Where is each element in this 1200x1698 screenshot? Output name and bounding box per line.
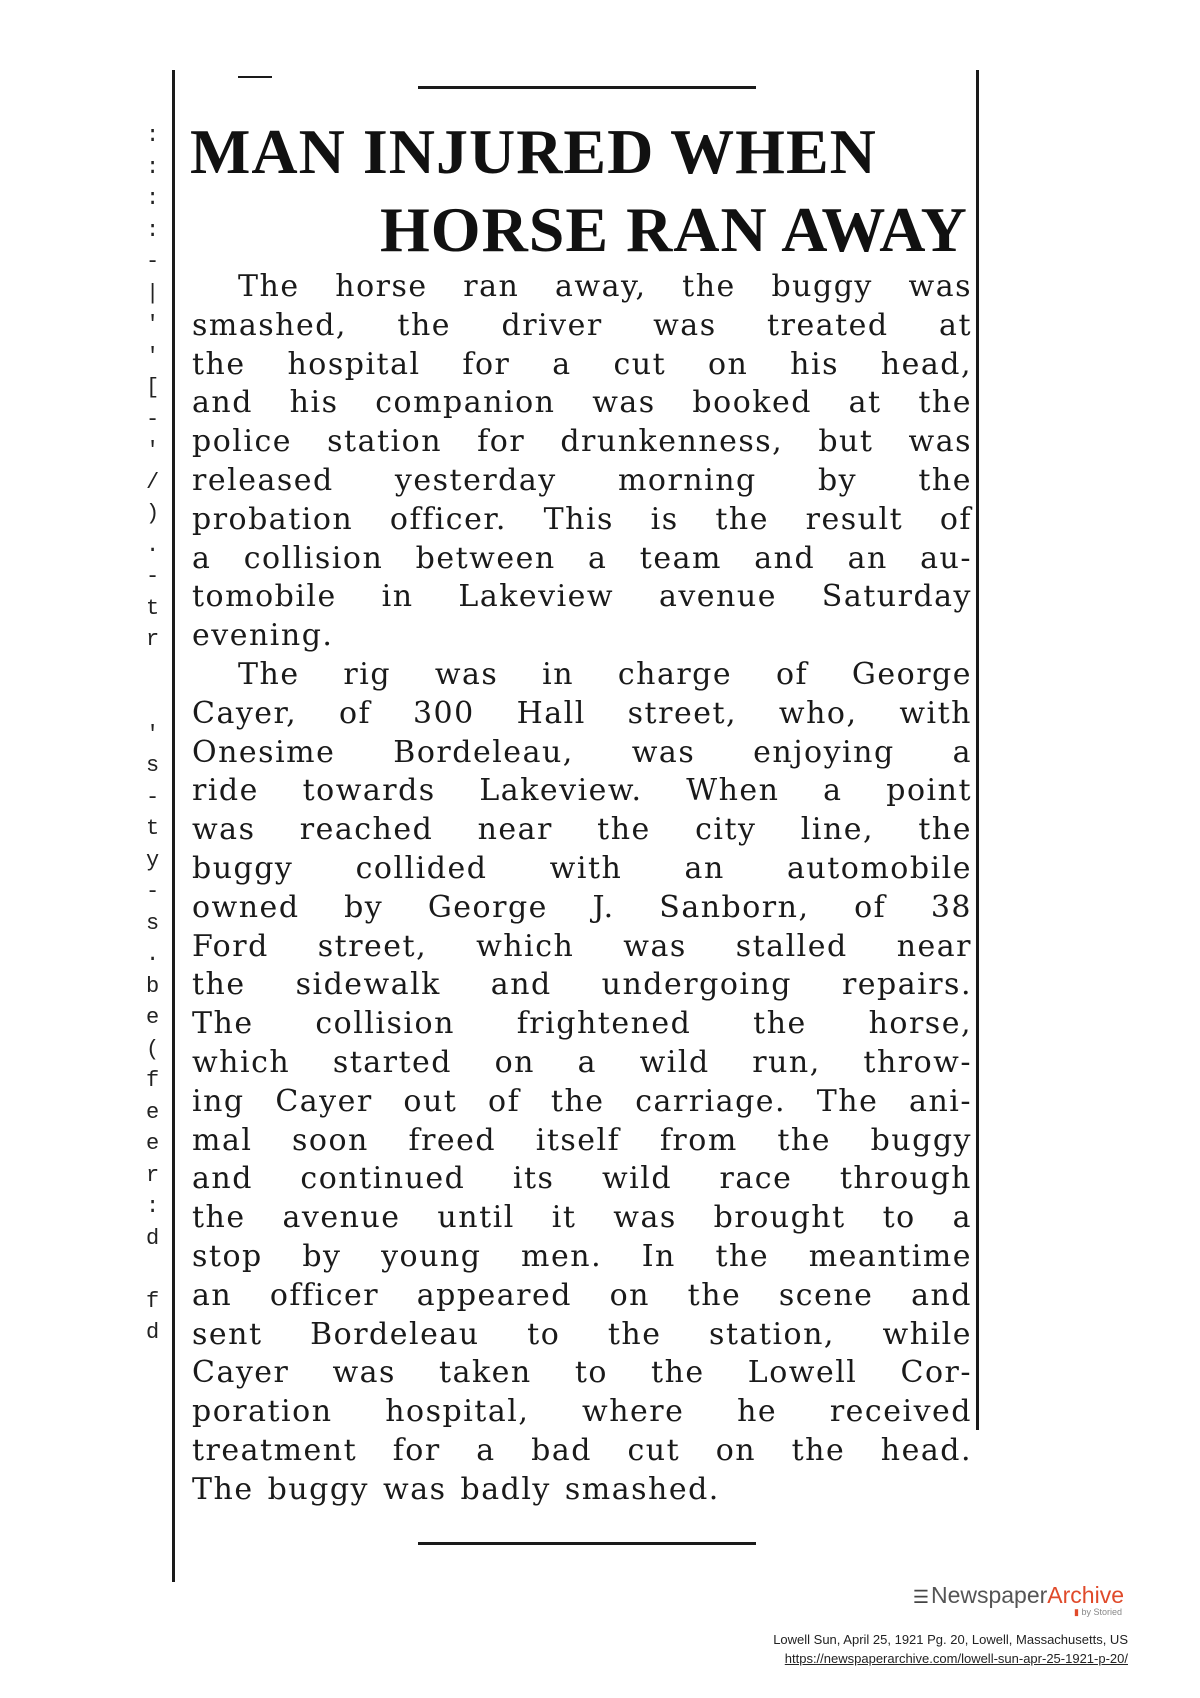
margin-fragment: ' <box>146 438 160 463</box>
article-line: ing Cayer out of the carriage. The ani- <box>192 1083 972 1119</box>
article-line: was reached near the city line, the <box>192 812 972 848</box>
article-line: police station for drunkenness, but was <box>192 424 972 460</box>
article-line: The buggy was badly smashed. <box>192 1471 720 1507</box>
margin-fragment: e <box>146 1099 160 1125</box>
clipping-right-rule <box>976 70 979 1430</box>
article-line: Ford street, which was stalled near <box>192 928 972 964</box>
margin-fragment: . <box>146 942 160 967</box>
margin-fragment <box>146 656 168 688</box>
margin-fragment: ' <box>146 312 160 337</box>
article-line: Cayer, of 300 Hall street, who, with <box>192 695 972 731</box>
article-line: tomobile in Lakeview avenue Saturday <box>192 579 972 615</box>
margin-fragment: - <box>146 564 160 589</box>
margin-fragment <box>146 1254 168 1286</box>
article-line: an officer appeared on the scene and <box>192 1277 972 1313</box>
logo-byline <box>1074 1607 1122 1618</box>
source-citation: Lowell Sun, April 25, 1921 Pg. 20, Lowell, Massachusetts, US <box>773 1632 1128 1647</box>
article-line: ride towards Lakeview. When a point <box>192 773 972 809</box>
article-line: The horse ran away, the buggy was <box>238 269 972 304</box>
margin-fragment: : <box>146 186 160 211</box>
margin-fragment: r <box>146 627 160 652</box>
adjacent-column-fragments <box>146 120 168 1580</box>
margin-fragment: ) <box>146 501 160 526</box>
margin-fragment: d <box>146 1225 160 1251</box>
article-line: and his companion was booked at the <box>192 385 972 421</box>
margin-fragment: r <box>146 1162 160 1188</box>
newspaperarchive-logo[interactable] <box>913 1582 1124 1609</box>
margin-fragment <box>146 687 168 719</box>
margin-fragment: - <box>146 249 160 274</box>
article-line: treatment for a bad cut on the head. <box>192 1432 972 1468</box>
margin-fragment: - <box>146 406 160 432</box>
article-line: the hospital for a cut on his head, <box>192 346 972 382</box>
article-line: The collision frightened the horse, <box>192 1006 972 1042</box>
logo-lines-icon: ☰ <box>912 1587 927 1607</box>
margin-fragment: : <box>146 123 160 148</box>
logo-text-archive: Archive <box>1047 1582 1124 1608</box>
margin-fragment: | <box>146 280 160 306</box>
article-line: and continued its wild race through <box>192 1161 972 1197</box>
source-url-link[interactable]: https://newspaperarchive.com/lowell-sun-apr-25-1921-p-20/ <box>784 1651 1128 1666</box>
margin-fragment: s <box>146 753 160 778</box>
margin-fragment: ' <box>146 721 160 747</box>
margin-fragment: ' <box>146 343 160 369</box>
margin-fragment: d <box>146 1320 160 1345</box>
article-line: owned by George J. Sanborn, of 38 <box>192 889 972 925</box>
top-rule-short <box>238 76 272 78</box>
article-line: Onesime Bordeleau, was enjoying a <box>192 734 972 770</box>
article-line: mal soon freed itself from the buggy <box>192 1122 972 1158</box>
margin-fragment: : <box>146 217 160 243</box>
margin-fragment: e <box>146 1005 160 1030</box>
margin-fragment: t <box>146 595 160 621</box>
top-rule-long <box>418 86 756 89</box>
margin-fragment: t <box>146 816 160 841</box>
article-line: a collision between a team and an au- <box>192 540 972 576</box>
storied-icon: ▮ <box>1074 1607 1079 1617</box>
bottom-rule <box>418 1542 756 1545</box>
logo-byline-text: by Storied <box>1081 1607 1122 1617</box>
article-line: evening. <box>192 618 334 654</box>
article-line: smashed, the driver was treated at <box>192 307 972 343</box>
article-line: the avenue until it was brought to a <box>192 1200 972 1236</box>
margin-fragment: s <box>146 910 160 936</box>
margin-fragment: . <box>146 532 160 558</box>
margin-fragment: e <box>146 1131 160 1156</box>
margin-fragment: : <box>146 1194 160 1219</box>
article-line: probation officer. This is the result of <box>192 501 972 537</box>
article-line: the sidewalk and undergoing repairs. <box>192 967 972 1003</box>
article-line: stop by young men. In the meantime <box>192 1238 972 1274</box>
article-line: which started on a wild run, throw- <box>192 1044 972 1080</box>
margin-fragment: ( <box>146 1036 160 1062</box>
article-line: released yesterday morning by the <box>192 462 972 498</box>
logo-text-newspaper: Newspaper <box>930 1582 1048 1608</box>
article-line: sent Bordeleau to the station, while <box>192 1316 972 1352</box>
margin-fragment: y <box>146 847 160 873</box>
margin-fragment: f <box>146 1068 160 1093</box>
margin-fragment: : <box>146 154 160 180</box>
margin-fragment: f <box>146 1288 160 1314</box>
article-line: poration hospital, where he received <box>192 1394 972 1430</box>
margin-fragment: b <box>146 973 160 999</box>
clipping-left-rule <box>172 70 175 1582</box>
headline-line-2: HORSE RAN AWAY <box>380 194 968 265</box>
headline-line-1: MAN INJURED WHEN <box>190 116 877 187</box>
article-body <box>192 268 972 1510</box>
article-line: Cayer was taken to the Lowell Cor- <box>192 1355 972 1391</box>
article-line: The rig was in charge of George <box>238 656 972 692</box>
article-line: buggy collided with an automobile <box>192 850 972 886</box>
margin-fragment: / <box>146 469 160 495</box>
margin-fragment: - <box>146 879 160 904</box>
margin-fragment: - <box>146 784 160 810</box>
margin-fragment: [ <box>146 375 160 400</box>
